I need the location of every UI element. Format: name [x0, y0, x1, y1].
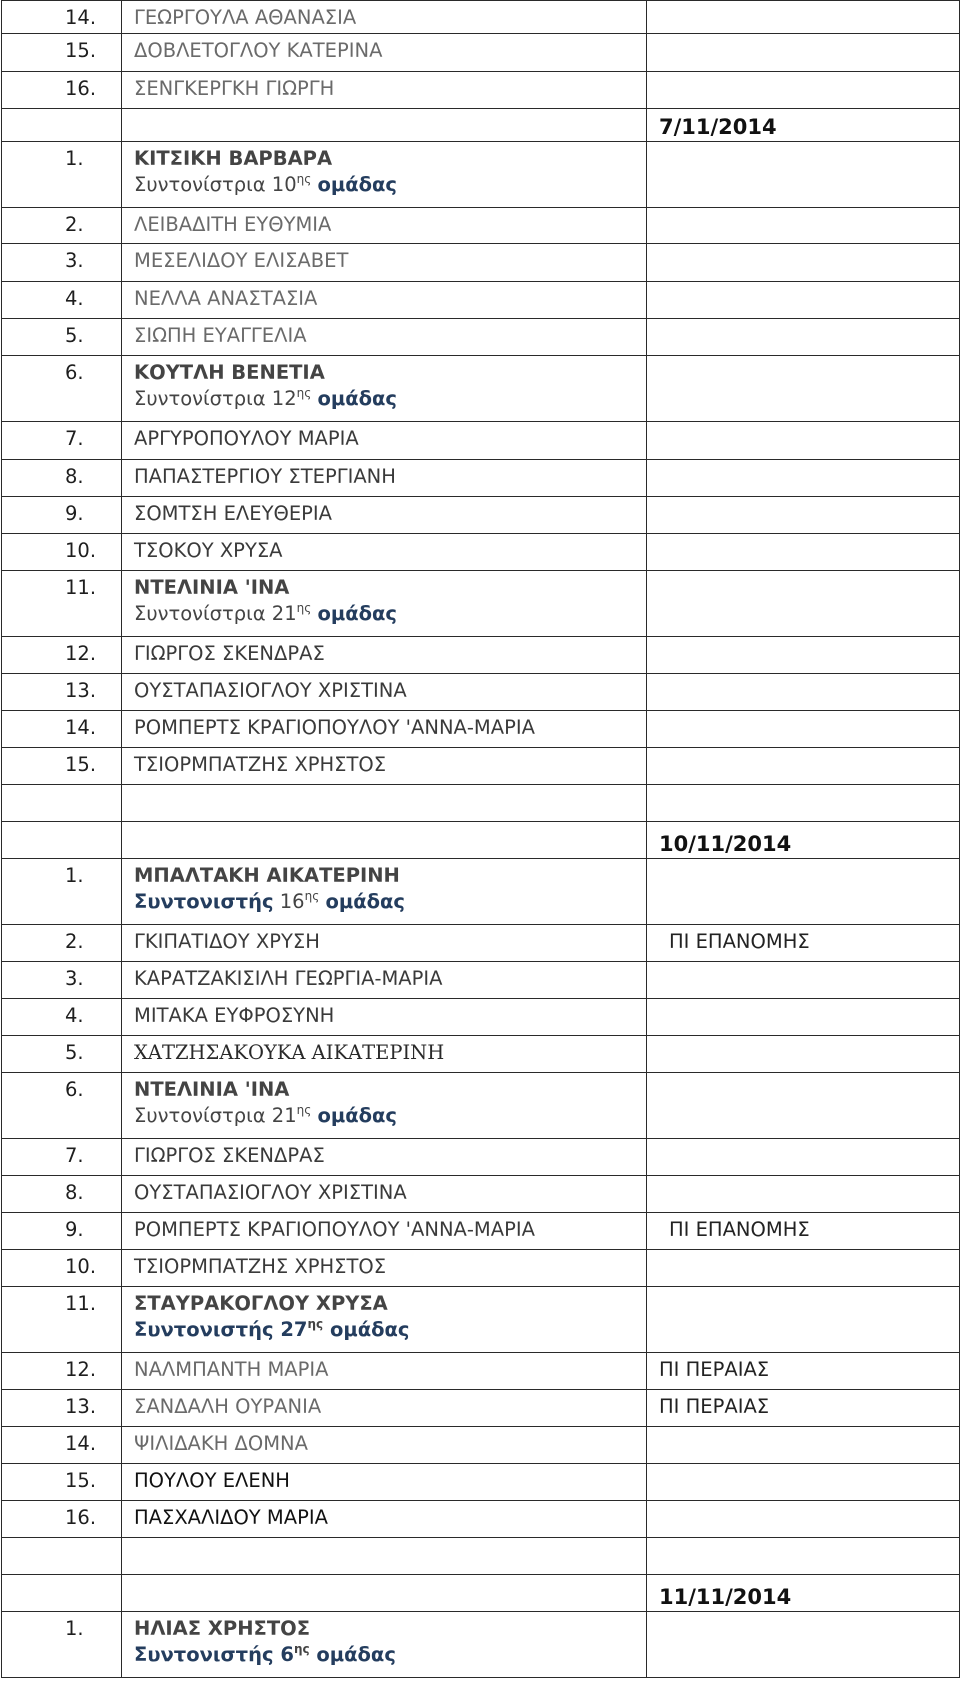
participant-name: ΝΕΛΛΑ ΑΝΑΣΤΑΣΙΑ [134, 287, 318, 310]
group-word: ομάδας [329, 1318, 410, 1341]
empty-cell [647, 999, 960, 1036]
row-number: 15. [2, 748, 122, 785]
empty-cell [647, 1, 960, 34]
row-number: 15. [2, 34, 122, 72]
participant-name: ΠΑΣΧΑΛΙΔΟΥ ΜΑΡΙΑ [134, 1506, 328, 1529]
group-word: ομάδας [317, 173, 397, 196]
institute-cell: ΠΙ ΕΠΑΝΟΜΗΣ [647, 1213, 960, 1250]
coordinator-role: Συντονιστής [134, 890, 274, 913]
participant-name: ΔΟΒΛΕΤΟΓΛΟΥ ΚΑΤΕΡΙΝΑ [134, 39, 383, 62]
row-number: 16. [2, 72, 122, 109]
row-number: 1. [2, 859, 122, 925]
participant-cell [122, 534, 647, 571]
row-number: 3. [2, 962, 122, 999]
empty-cell [647, 637, 960, 674]
participant-name: ΓΙΩΡΓΟΣ ΣΚΕΝΔΡΑΣ [134, 1144, 325, 1167]
participant-cell [122, 282, 647, 319]
coordinator-role: Συντονίστρια 21 [134, 602, 297, 625]
row-number: 13. [2, 674, 122, 711]
coordinator-note [134, 386, 646, 412]
table-row [2, 1250, 960, 1287]
participant-cell [122, 1287, 647, 1353]
empty-cell [647, 1073, 960, 1139]
date-row [2, 1575, 960, 1612]
participant-name: ΚΙΤΣΙΚΗ ΒΑΡΒΑΡΑ [134, 147, 333, 170]
participant-cell [122, 1427, 647, 1464]
participant-cell [122, 356, 647, 422]
ordinal-suffix: ης [296, 1103, 312, 1117]
empty-cell [2, 1575, 122, 1612]
group-word: ομάδας [317, 387, 397, 410]
participant-name: ΣΑΝΔΑΛΗ ΟΥΡΑΝΙΑ [134, 1395, 322, 1418]
participant-cell [122, 208, 647, 244]
participant-name: ΣΤΑΥΡΑΚΟΓΛΟΥ ΧΡΥΣΑ [134, 1292, 388, 1315]
row-number: 16. [2, 1501, 122, 1538]
table-row [2, 282, 960, 319]
participant-name: ΗΛΙΑΣ ΧΡΗΣΤΟΣ [134, 1617, 311, 1640]
participant-cell [122, 72, 647, 109]
row-number: 11. [2, 1287, 122, 1353]
participant-cell [122, 1390, 647, 1427]
schedule-table-body [2, 1, 960, 1678]
row-number: 14. [2, 711, 122, 748]
empty-cell [647, 142, 960, 208]
date-cell: 11/11/2014 [647, 1575, 960, 1612]
row-number: 14. [2, 1427, 122, 1464]
table-row [2, 497, 960, 534]
empty-cell [647, 282, 960, 319]
participant-name: ΤΣΙΟΡΜΠΑΤΖΗΣ ΧΡΗΣΤΟΣ [134, 753, 387, 776]
row-number: 7. [2, 1139, 122, 1176]
participant-name: ΡΟΜΠΕΡΤΣ ΚΡΑΓΙΟΠΟΥΛΟΥ 'ΑΝΝΑ-ΜΑΡΙΑ [134, 1218, 535, 1241]
row-number: 6. [2, 356, 122, 422]
participant-name: ΠΑΠΑΣΤΕΡΓΙΟΥ ΣΤΕΡΓΙΑΝΗ [134, 465, 396, 488]
row-number: 3. [2, 244, 122, 282]
institute-cell: ΠΙ ΠΕΡΑΙΑΣ [647, 1390, 960, 1427]
group-word: ομάδας [317, 602, 397, 625]
ordinal-suffix: ης [304, 889, 320, 903]
date-row [2, 822, 960, 859]
participant-cell [122, 571, 647, 637]
empty-cell [647, 319, 960, 356]
table-row [2, 1427, 960, 1464]
table-row [2, 1353, 960, 1390]
participant-cell [122, 497, 647, 534]
empty-cell [647, 962, 960, 999]
participant-name: ΜΕΣΕΛΙΔΟΥ ΕΛΙΣΑΒΕΤ [134, 249, 349, 272]
group-word: ομάδας [317, 1104, 397, 1127]
empty-cell [122, 785, 647, 822]
participant-name: ΣΙΩΠΗ ΕΥΑΓΓΕΛΙΑ [134, 324, 307, 347]
table-row [2, 637, 960, 674]
participant-cell [122, 637, 647, 674]
spacer-row [2, 1538, 960, 1575]
empty-cell [647, 1612, 960, 1678]
group-number: 16 [273, 890, 305, 913]
empty-cell [2, 1538, 122, 1575]
empty-cell [647, 1176, 960, 1213]
participant-name: ΝΑΛΜΠΑΝΤΗ ΜΑΡΙΑ [134, 1358, 329, 1381]
table-row [2, 142, 960, 208]
participant-cell [122, 859, 647, 925]
participant-cell [122, 1139, 647, 1176]
table-row [2, 72, 960, 109]
row-number: 1. [2, 1612, 122, 1678]
empty-cell [647, 460, 960, 497]
row-number: 1. [2, 142, 122, 208]
row-number: 15. [2, 1464, 122, 1501]
empty-cell [122, 1575, 647, 1612]
coordinator-note [134, 1642, 646, 1668]
coordinator-role: Συντονιστής 6 [134, 1643, 294, 1666]
participant-name: ΝΤΕΛΙΝΙΑ 'ΙΝΑ [134, 576, 290, 599]
row-number: 13. [2, 1390, 122, 1427]
table-row [2, 859, 960, 925]
table-row [2, 571, 960, 637]
empty-cell [647, 1501, 960, 1538]
institute-cell: ΠΙ ΠΕΡΑΙΑΣ [647, 1353, 960, 1390]
row-number: 14. [2, 1, 122, 34]
participant-name: ΣΕΝΓΚΕΡΓΚΗ ΓΙΩΡΓΗ [134, 77, 335, 100]
coordinator-note [134, 601, 646, 627]
table-row [2, 422, 960, 460]
participant-cell [122, 34, 647, 72]
empty-cell [647, 356, 960, 422]
row-number: 2. [2, 208, 122, 244]
empty-cell [2, 109, 122, 142]
table-row [2, 711, 960, 748]
participant-cell [122, 1176, 647, 1213]
empty-cell [122, 109, 647, 142]
empty-cell [647, 34, 960, 72]
row-number: 8. [2, 460, 122, 497]
empty-cell [647, 1538, 960, 1575]
participant-cell [122, 925, 647, 962]
participant-name: ΓΕΩΡΓΟΥΛΑ ΑΘΑΝΑΣΙΑ [134, 6, 357, 29]
table-row [2, 1036, 960, 1073]
row-number: 4. [2, 999, 122, 1036]
table-row [2, 1464, 960, 1501]
date-cell: 10/11/2014 [647, 822, 960, 859]
table-row [2, 1501, 960, 1538]
participant-cell [122, 422, 647, 460]
schedule-table [1, 0, 960, 1678]
row-number: 2. [2, 925, 122, 962]
participant-cell [122, 1073, 647, 1139]
participant-cell [122, 1250, 647, 1287]
date-cell: 7/11/2014 [647, 109, 960, 142]
row-number: 8. [2, 1176, 122, 1213]
participant-name: ΛΕΙΒΑΔΙΤΗ ΕΥΘΥΜΙΑ [134, 213, 332, 236]
participant-name: ΜΙΤΑΚΑ ΕΥΦΡΟΣΥΝΗ [134, 1004, 335, 1027]
participant-name: ΨΙΛΙΔΑΚΗ ΔΟΜΝΑ [134, 1432, 308, 1455]
participant-cell [122, 1501, 647, 1538]
institute-cell: ΠΙ ΕΠΑΝΟΜΗΣ [647, 925, 960, 962]
table-row [2, 1213, 960, 1250]
empty-cell [647, 208, 960, 244]
coordinator-role: Συντονιστής 27 [134, 1318, 308, 1341]
row-number: 6. [2, 1073, 122, 1139]
row-number: 12. [2, 637, 122, 674]
spacer-row [2, 785, 960, 822]
participant-name: ΡΟΜΠΕΡΤΣ ΚΡΑΓΙΟΠΟΥΛΟΥ 'ΑΝΝΑ-ΜΑΡΙΑ [134, 716, 535, 739]
empty-cell [647, 534, 960, 571]
coordinator-note [134, 1103, 646, 1129]
empty-cell [2, 785, 122, 822]
participant-cell [122, 142, 647, 208]
table-row [2, 208, 960, 244]
ordinal-suffix: ης [293, 1642, 310, 1656]
table-row [2, 999, 960, 1036]
row-number: 4. [2, 282, 122, 319]
row-number: 5. [2, 1036, 122, 1073]
row-number: 9. [2, 1213, 122, 1250]
empty-cell [122, 1538, 647, 1575]
table-row [2, 1287, 960, 1353]
empty-cell [647, 422, 960, 460]
empty-cell [647, 571, 960, 637]
table-row [2, 1073, 960, 1139]
participant-name: ΜΠΑΛΤΑΚΗ ΑΙΚΑΤΕΡΙΝΗ [134, 864, 400, 887]
participant-cell [122, 319, 647, 356]
participant-name: ΤΣΙΟΡΜΠΑΤΖΗΣ ΧΡΗΣΤΟΣ [134, 1255, 387, 1278]
empty-cell [647, 859, 960, 925]
participant-cell [122, 1612, 647, 1678]
table-row [2, 748, 960, 785]
ordinal-suffix: ης [296, 386, 312, 400]
table-row [2, 34, 960, 72]
table-row [2, 962, 960, 999]
participant-name: ΟΥΣΤΑΠΑΣΙΟΓΛΟΥ ΧΡΙΣΤΙΝΑ [134, 679, 407, 702]
row-number: 7. [2, 422, 122, 460]
participant-name: ΚΟΥΤΛΗ ΒΕΝΕΤΙΑ [134, 361, 325, 384]
participant-name: ΓΚΙΠΑΤΙΔΟΥ ΧΡΥΣΗ [134, 930, 320, 953]
row-number: 10. [2, 1250, 122, 1287]
row-number: 10. [2, 534, 122, 571]
table-row [2, 244, 960, 282]
empty-cell [647, 1464, 960, 1501]
coordinator-note [134, 172, 646, 198]
ordinal-suffix: ης [296, 172, 312, 186]
row-number: 12. [2, 1353, 122, 1390]
coordinator-note [134, 889, 646, 915]
participant-cell [122, 674, 647, 711]
participant-name: ΣΟΜΤΣΗ ΕΛΕΥΘΕΡΙΑ [134, 502, 332, 525]
empty-cell [647, 674, 960, 711]
participant-cell [122, 1036, 647, 1073]
table-row [2, 1, 960, 34]
table-row [2, 1390, 960, 1427]
table-row [2, 1139, 960, 1176]
empty-cell [647, 1250, 960, 1287]
participant-cell [122, 711, 647, 748]
empty-cell [647, 1139, 960, 1176]
empty-cell [2, 822, 122, 859]
group-word: ομάδας [316, 1643, 396, 1666]
date-row [2, 109, 960, 142]
participant-name: ΑΡΓΥΡΟΠΟΥΛΟΥ ΜΑΡΙΑ [134, 427, 359, 450]
empty-cell [647, 244, 960, 282]
participant-name: ΠΟΥΛΟΥ ΕΛΕΝΗ [134, 1469, 290, 1492]
row-number: 9. [2, 497, 122, 534]
table-row [2, 460, 960, 497]
empty-cell [647, 748, 960, 785]
coordinator-role: Συντονίστρια 21 [134, 1104, 297, 1127]
participant-name: ΓΙΩΡΓΟΣ ΣΚΕΝΔΡΑΣ [134, 642, 325, 665]
empty-cell [647, 1287, 960, 1353]
table-row [2, 925, 960, 962]
row-number: 11. [2, 571, 122, 637]
participant-cell [122, 1464, 647, 1501]
participant-name: ΝΤΕΛΙΝΙΑ 'ΙΝΑ [134, 1078, 290, 1101]
empty-cell [122, 822, 647, 859]
participant-name: ΚΑΡΑΤΖΑΚΙΣΙΛΗ ΓΕΩΡΓΙΑ-ΜΑΡΙΑ [134, 967, 443, 990]
participant-name: ΤΣΟΚΟΥ ΧΡΥΣΑ [134, 539, 283, 562]
empty-cell [647, 711, 960, 748]
table-row [2, 356, 960, 422]
empty-cell [647, 1036, 960, 1073]
coordinator-note [134, 1317, 646, 1343]
participant-cell [122, 460, 647, 497]
participant-cell [122, 962, 647, 999]
participant-cell [122, 244, 647, 282]
ordinal-suffix: ης [307, 1317, 324, 1331]
participant-cell [122, 1, 647, 34]
participant-cell [122, 1213, 647, 1250]
participant-name: ΧΑΤΖΗΣΑΚΟΥΚΑ ΑΙΚΑΤΕΡΙΝΗ [134, 1041, 445, 1064]
table-row [2, 1612, 960, 1678]
coordinator-role: Συντονίστρια 12 [134, 387, 297, 410]
empty-cell [647, 1427, 960, 1464]
table-row [2, 674, 960, 711]
ordinal-suffix: ης [296, 601, 312, 615]
table-row [2, 534, 960, 571]
participant-cell [122, 748, 647, 785]
table-row [2, 319, 960, 356]
empty-cell [647, 785, 960, 822]
participant-name: ΟΥΣΤΑΠΑΣΙΟΓΛΟΥ ΧΡΙΣΤΙΝΑ [134, 1181, 407, 1204]
table-row [2, 1176, 960, 1213]
coordinator-role: Συντονίστρια 10 [134, 173, 297, 196]
participant-cell [122, 1353, 647, 1390]
row-number: 5. [2, 319, 122, 356]
group-word: ομάδας [325, 890, 405, 913]
empty-cell [647, 72, 960, 109]
empty-cell [647, 497, 960, 534]
participant-cell [122, 999, 647, 1036]
